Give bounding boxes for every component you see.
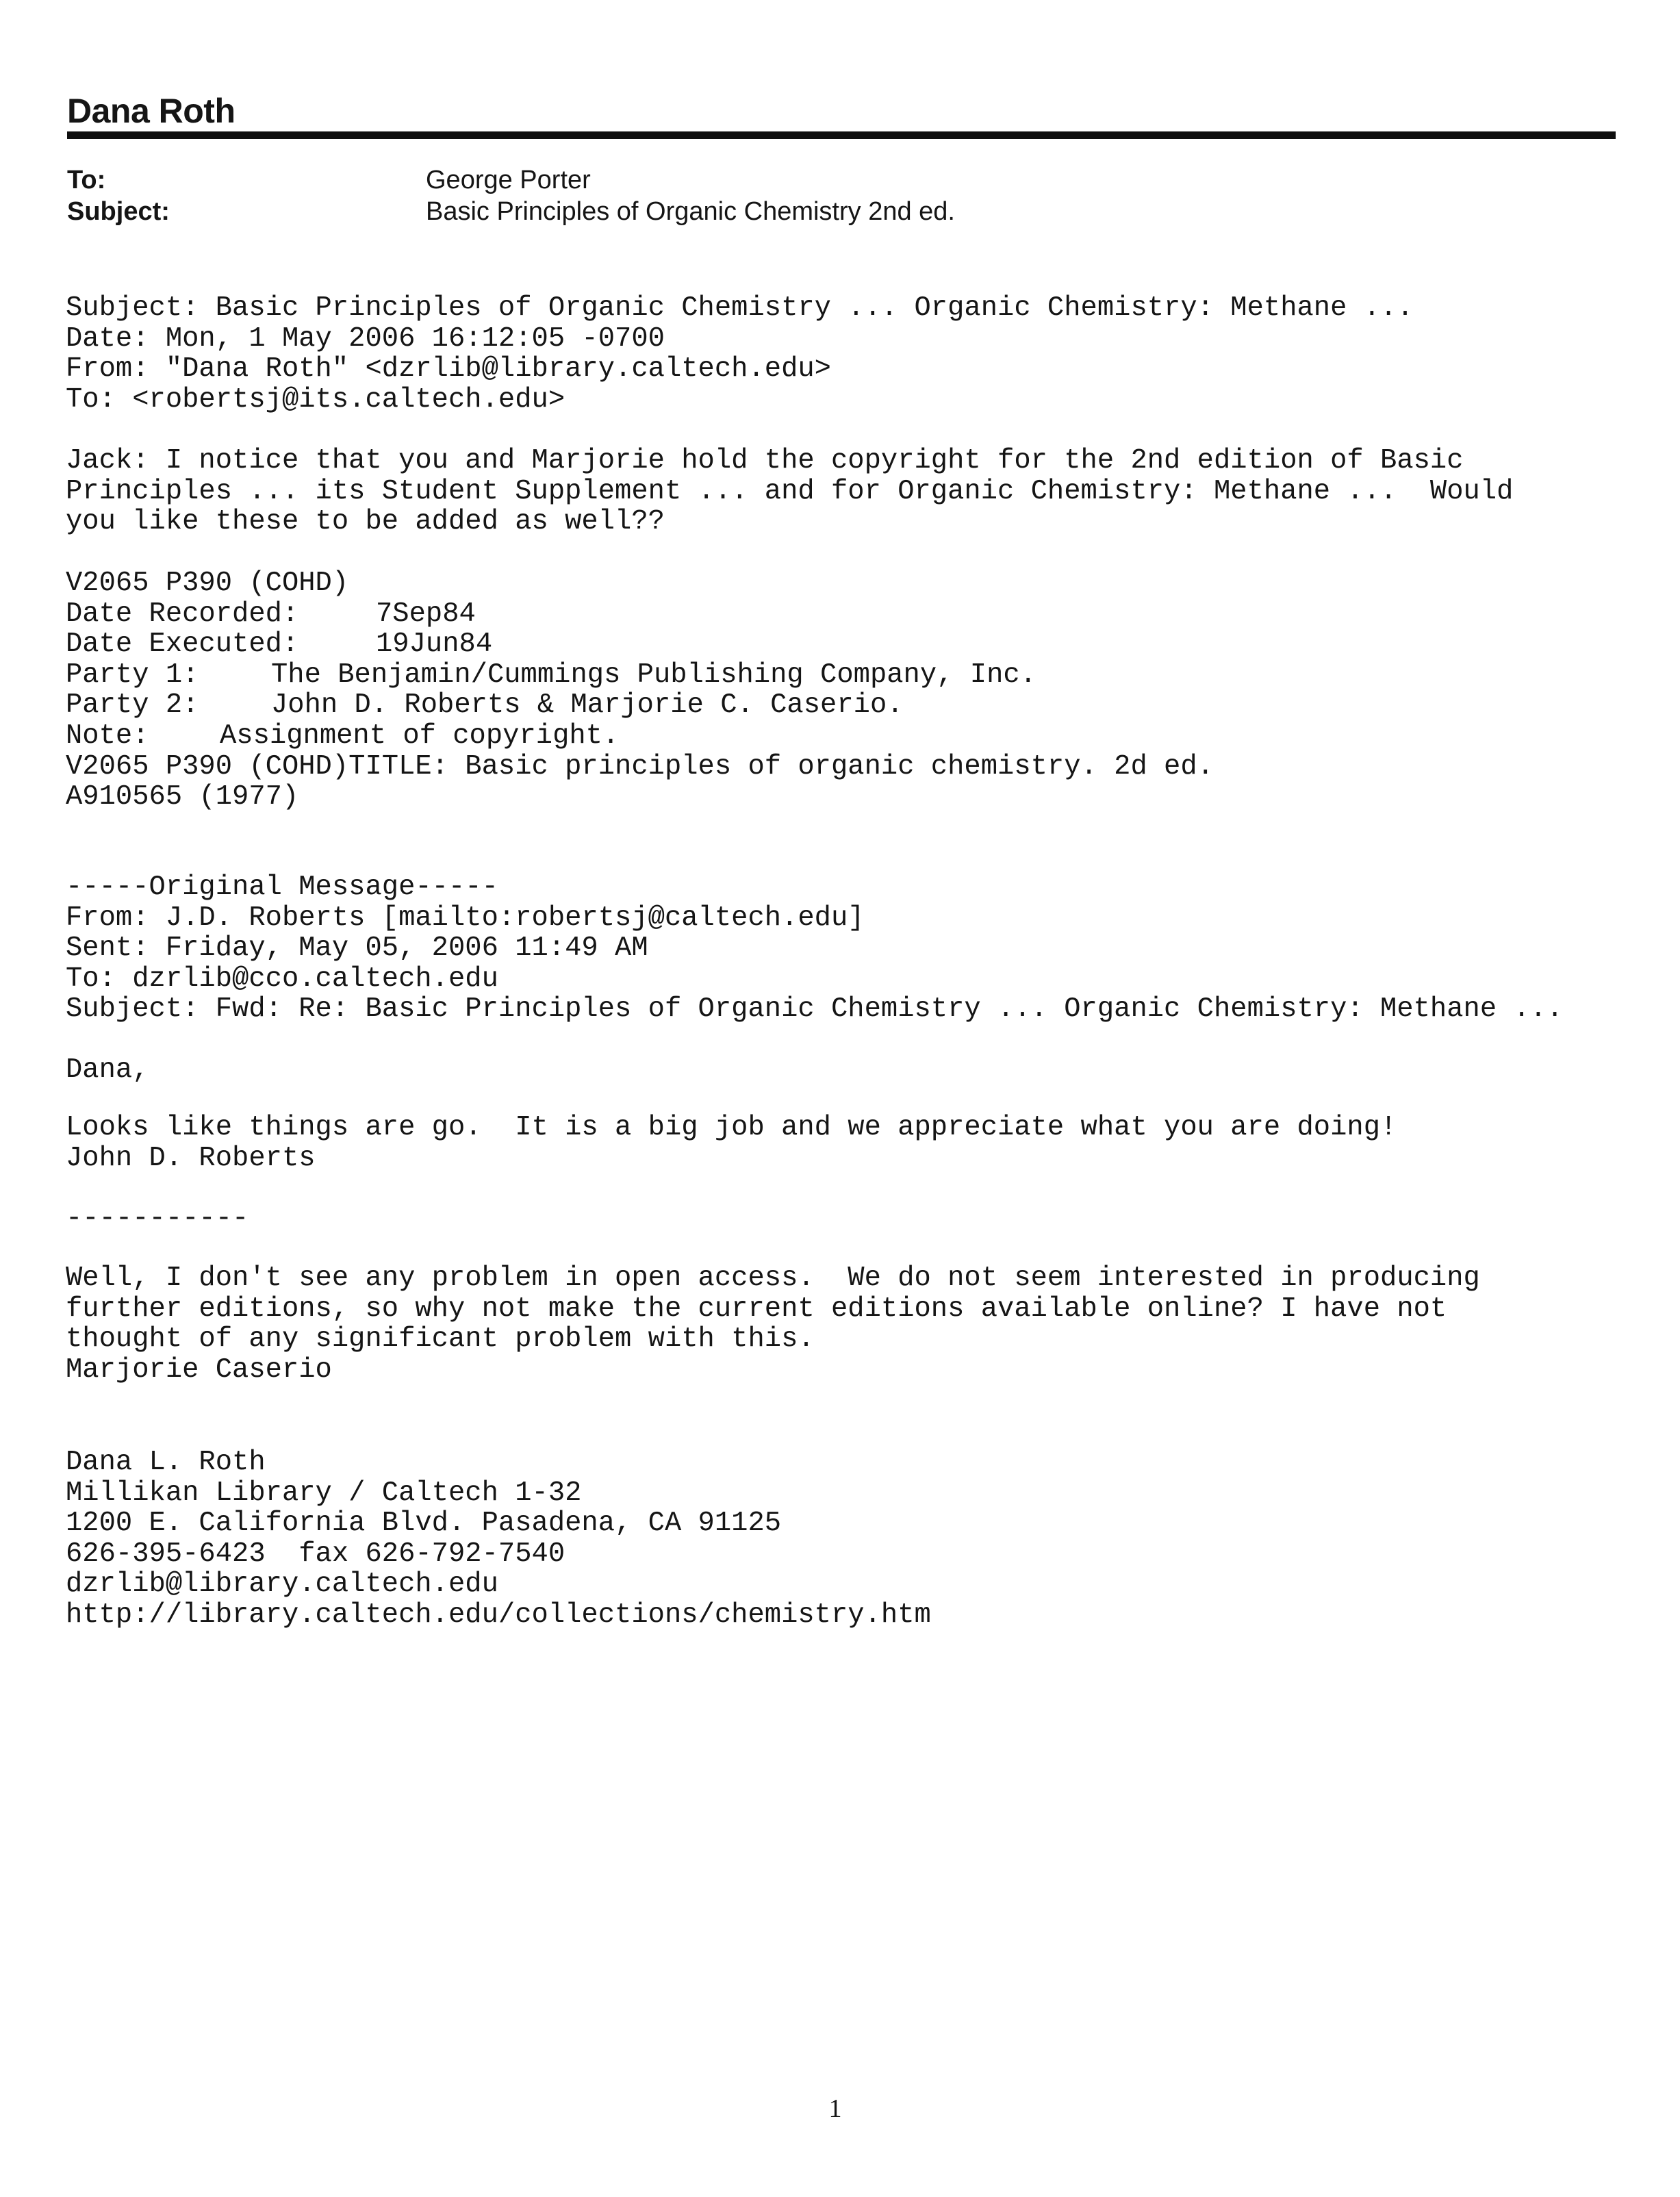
signature-department: Millikan Library / Caltech 1-32 xyxy=(66,1477,582,1509)
date-recorded-label: Date Recorded: xyxy=(66,598,299,630)
subject-value: Basic Principles of Organic Chemistry 2nd ed. xyxy=(426,197,955,226)
party1-label: Party 1: xyxy=(66,659,199,691)
caserio-signature: Marjorie Caserio xyxy=(66,1354,332,1386)
subject-row xyxy=(67,196,955,227)
message-subject: Subject: Basic Principles of Organic Chemistry ... Organic Chemistry: Methane ... xyxy=(66,292,1414,324)
sender-name: Dana Roth xyxy=(67,92,236,130)
party2-label: Party 2: xyxy=(66,689,199,722)
reply-signature: John D. Roberts xyxy=(66,1142,316,1174)
original-message-headers xyxy=(66,872,1563,1025)
date-executed-row xyxy=(66,629,1214,660)
to-row xyxy=(67,164,955,196)
note-row xyxy=(66,721,1214,752)
reply xyxy=(66,1113,1397,1173)
subject-label: Subject: xyxy=(67,197,170,226)
caserio-line: thought of any significant problem with this. xyxy=(66,1323,815,1356)
date-executed-label: Date Executed: xyxy=(66,628,299,661)
to-value: George Porter xyxy=(426,166,591,194)
original-sent: Sent: Friday, May 05, 2006 11:49 AM xyxy=(66,932,648,965)
date-executed-value: 19Jun84 xyxy=(376,628,493,661)
copyright-record xyxy=(66,568,1214,813)
caserio-line: Well, I don't see any problem in open access. We do not seem interested in producing xyxy=(66,1262,1480,1294)
reply-divider: ----------- xyxy=(66,1203,249,1234)
record-registration: A910565 (1977) xyxy=(66,781,299,813)
party2-row xyxy=(66,690,1214,721)
signature-email: dzrlib@library.caltech.edu xyxy=(66,1569,498,1601)
party1-value: The Benjamin/Cummings Publishing Company, Inc. xyxy=(271,659,1036,691)
body-line: you like these to be added as well?? xyxy=(66,506,665,538)
header-rule xyxy=(67,131,1616,139)
message-to: To: <robertsj@its.caltech.edu> xyxy=(66,383,565,416)
party1-row xyxy=(66,660,1214,691)
date-recorded-value: 7Sep84 xyxy=(376,598,476,630)
original-to: To: dzrlib@cco.caltech.edu xyxy=(66,963,498,995)
signature-block xyxy=(66,1447,931,1631)
signature-phone: 626-395-6423 fax 626-792-7540 xyxy=(66,1538,565,1570)
page-number: 1 xyxy=(828,2094,842,2123)
record-id: V2065 P390 (COHD) xyxy=(66,568,349,599)
reply-body: Looks like things are go. It is a big job and we appreciate what you are doing! xyxy=(66,1112,1397,1143)
signature-name: Dana L. Roth xyxy=(66,1447,266,1478)
message-from: From: "Dana Roth" <dzrlib@library.caltech.edu> xyxy=(66,353,831,385)
note-label: Note: xyxy=(66,720,149,752)
greeting: Dana, xyxy=(66,1054,149,1086)
body-line: Principles ... its Student Supplement ... and for Organic Chemistry: Methane ... Would xyxy=(66,475,1514,507)
original-from: From: J.D. Roberts [mailto:robertsj@caltech.edu] xyxy=(66,902,865,934)
message-body xyxy=(66,446,1513,537)
note-value: Assignment of copyright. xyxy=(220,720,620,752)
record-title: V2065 P390 (COHD)TITLE: Basic principles of organic chemistry. 2d ed. xyxy=(66,750,1214,783)
caserio-reply xyxy=(66,1263,1480,1385)
caserio-line: further editions, so why not make the current editions available online? I have not xyxy=(66,1293,1447,1325)
to-label: To: xyxy=(67,166,106,194)
party2-value: John D. Roberts & Marjorie C. Caserio. xyxy=(271,689,904,722)
message-headers xyxy=(66,293,1414,415)
memo-header xyxy=(67,164,955,227)
signature-url: http://library.caltech.edu/collections/chemistry.htm xyxy=(66,1599,931,1631)
original-separator: -----Original Message----- xyxy=(66,872,498,903)
date-recorded-row xyxy=(66,599,1214,630)
body-line: Jack: I notice that you and Marjorie hold the copyright for the 2nd edition of Basic xyxy=(66,445,1464,477)
original-subject: Subject: Fwd: Re: Basic Principles of Organic Chemistry ... Organic Chemistry: Methane ... xyxy=(66,993,1564,1026)
signature-address: 1200 E. California Blvd. Pasadena, CA 91125 xyxy=(66,1508,782,1540)
message-date: Date: Mon, 1 May 2006 16:12:05 -0700 xyxy=(66,322,665,355)
